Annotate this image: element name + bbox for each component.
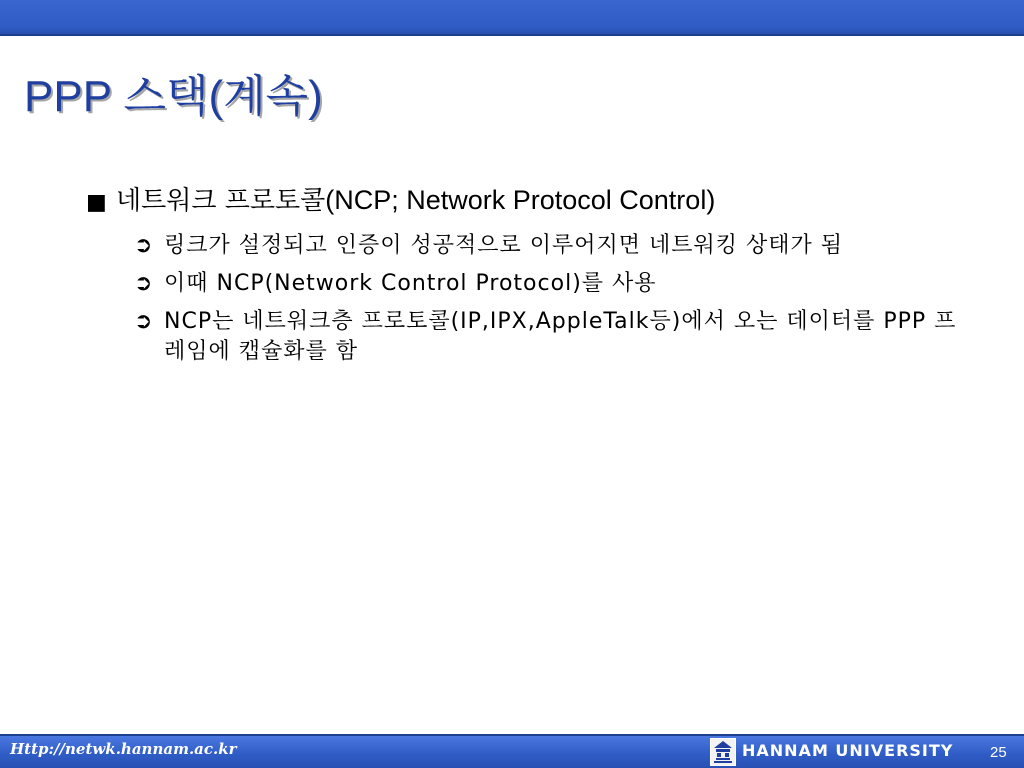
footer-url-link[interactable]: Http://netwk.hannam.ac.kr — [10, 740, 237, 758]
sub-bullet-1 — [134, 231, 964, 261]
main-bullet-text-kr: 네트워크 프로토콜 — [116, 186, 326, 216]
main-bullet-text-en: (NCP; Network Protocol Control) — [325, 185, 716, 215]
square-bullet-icon: ■ — [86, 190, 107, 215]
arrow-bullet-icon: ➲ — [134, 233, 153, 258]
arrow-bullet-icon: ➲ — [134, 271, 153, 296]
sub-bullet-text: 이때 NCP(Network Control Protocol)를 사용 — [164, 271, 657, 296]
sub-bullet-3 — [134, 307, 964, 367]
top-banner-divider — [0, 34, 1024, 36]
top-banner — [0, 0, 1024, 34]
sub-bullet-text: NCP는 네트워크층 프로토콜(IP,IPX,AppleTalk등)에서 오는 데이터를 PPP 프레임에 캡슐화를 함 — [164, 309, 957, 364]
university-name: HANNAM UNIVERSITY — [742, 741, 954, 760]
hannam-logo-icon — [710, 738, 736, 766]
arrow-bullet-icon: ➲ — [134, 309, 153, 334]
slide-content — [86, 180, 986, 375]
slide-title: PPP 스택(계속) — [24, 72, 323, 121]
sub-bullet-2 — [134, 269, 964, 299]
main-bullet-text — [116, 180, 715, 217]
page-number: 25 — [990, 744, 1007, 761]
sub-bullet-text: 링크가 설정되고 인증이 성공적으로 이루어지면 네트워킹 상태가 됨 — [164, 233, 844, 258]
main-bullet — [86, 180, 986, 217]
